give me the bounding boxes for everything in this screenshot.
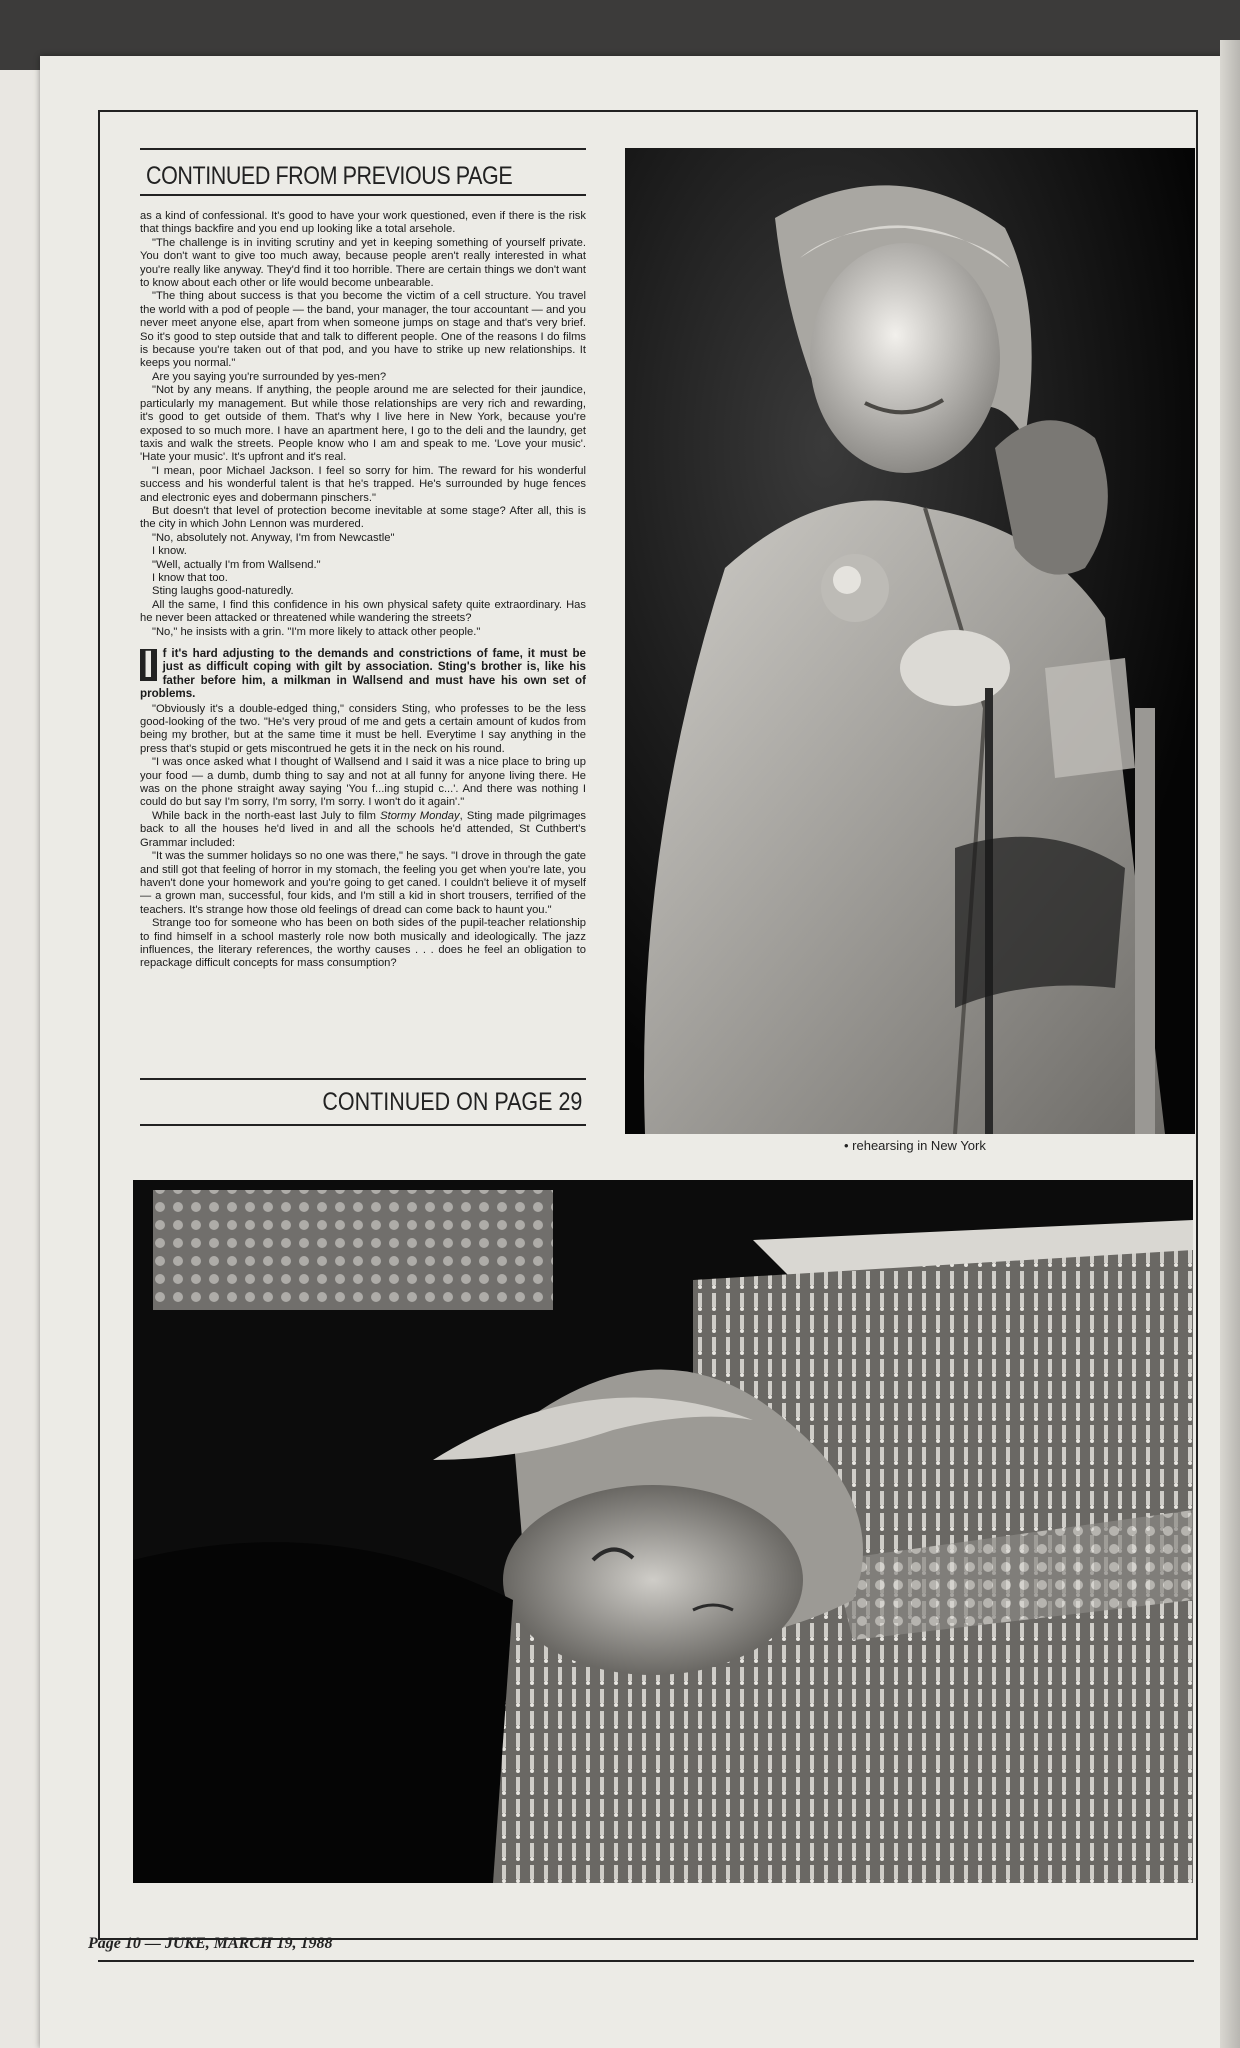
paragraph: Strange too for someone who has been on both sides of the pupil-teacher relationship to find himself in a school masterly role now both musically and ideologically. The jazz influences, the literary references, the worthy causes . . . does he feel an obligation to repackage difficult concepts for mass consumption? (140, 917, 586, 970)
paragraph: But doesn't that level of protection become inevitable at some stage? After all, this is the city in which John Lennon was murdered. (140, 504, 586, 531)
paragraph: "I mean, poor Michael Jackson. I feel so sorry for him. The reward for his wonderful success and his wonderful talent is that he's trapped. He's surrounded by huge fences and electronic eyes and dobermann pinschers." (140, 464, 586, 504)
continued-on-heading: CONTINUED ON PAGE 29 (321, 1088, 582, 1116)
film-title: Stormy Monday (380, 809, 460, 822)
photo-sting-rehearsing-illustration (625, 148, 1195, 1134)
photo-caption: • rehearsing in New York (844, 1138, 986, 1153)
paragraph: "Not by any means. If anything, the people around me are selected for their jaundice, particularly my management. But while those relationships are very rich and rewarding, it's good to get outside of them. That's why I live here in New York, because you're exposed to so much more. I have an apartment here, I go to the deli and the laundry, get taxis and walk the streets. People know who I am and speak to me. 'Love your music'. 'Hate your music'. It's upfront and it's real. (140, 384, 586, 464)
article-column (140, 148, 586, 1128)
paragraph: "It was the summer holidays so no one was there," he says. "I drove in through the gate and still got that feeling of horror in my stomach, the feeling you get when you're late, you haven't done your homework and you're going to get caned. I couldn't believe it of myself — a grown man, successful, four kids, and I'm still a kid in short trousers, terrified of the teachers. It's strange how those old feelings of dread can come back to haunt you." (140, 850, 586, 916)
top-rule (140, 148, 586, 150)
heading-rule (140, 194, 586, 196)
footer-rule-top (140, 1078, 586, 1080)
paragraph: I know. (152, 545, 187, 558)
text-run: , Sting made pilgrimages back to all the houses he'd lived in and all the schools he'd attended, St Cuthbert's Grammar included: (140, 809, 587, 849)
paragraph: "Obviously it's a double-edged thing," considers Sting, who professes to be the less good-looking of the two. "He's very proud of me and gets a certain amount of kudos from being my brother, but at the same time it must be hell. Everytime I say anything in the press that's stupid or gets miscontrued he gets it in the neck on his round. (140, 702, 586, 755)
paragraph: All the same, I find this confidence in his own physical safety quite extraordinary. Has he never been attacked or threatened while wandering the streets? (140, 598, 586, 625)
footer-rule-bottom (140, 1124, 586, 1126)
paragraph: "The challenge is in inviting scrutiny and yet in keeping something of yourself private. You don't want to give too much away, because people aren't really interested in what you're really like anyway. They'd find it too horrible. There are certain things we don't want to know about each other or life would become unbearable. (140, 236, 586, 290)
page-edge (1220, 40, 1240, 2048)
paragraph: "No, absolutely not. Anyway, I'm from Newcastle" (152, 531, 395, 544)
drop-cap: I (140, 649, 157, 681)
paragraph: "The thing about success is that you become the victim of a cell structure. You travel the world with a pod of people — the band, your manager, the tour accountant — and you never meet anyone else, apart from when someone jumps on stage and that's very brief. So it's good to step outside that and talk to different people. One of the reasons I do films is because you're taken out of that pod, and you have to strike up new relationships. It keeps you normal." (140, 290, 586, 370)
paragraph: "I was once asked what I thought of Wallsend and I said it was a nice place to bring up your food — a dumb, dumb thing to say and not at all funny for anyone living there. He was on the phone straight away saying 'You f...ing stupid c...'. And there was nothing I could do but say I'm sorry, I'm sorry, I'm sorry. I won't do it again'." (140, 756, 586, 809)
continued-from-heading: CONTINUED FROM PREVIOUS PAGE (146, 162, 513, 190)
photo-sting-mixing-desk (133, 1180, 1193, 1883)
lead-paragraph (140, 644, 586, 701)
photo-sting-rehearsing (625, 148, 1195, 1134)
article-body (140, 210, 586, 971)
bottom-rule (98, 1960, 1194, 1962)
paragraph: I know that too. (152, 571, 228, 584)
background-left (0, 70, 44, 2048)
page-footer: Page 10 — JUKE, MARCH 19, 1988 (88, 1935, 333, 1952)
paragraph: as a kind of confessional. It's good to have your work questioned, even if there is the risk that things backfire and you end up looking like a total arsehole. (140, 210, 586, 236)
lead-text: f it's hard adjusting to the demands and constrictions of fame, it must be just as difficult coping with gilt by association. Sting's brother is, like his father before him, a milkman in Wallsend and must have his own set of problems. (140, 647, 586, 701)
paragraph-stormy-monday (140, 810, 586, 850)
paragraph: "No," he insists with a grin. "I'm more likely to attack other people." (152, 625, 481, 638)
paragraph: Are you saying you're surrounded by yes-men? (152, 370, 387, 383)
text-run: While back in the north-east last July to film (152, 809, 381, 822)
paragraph: "Well, actually I'm from Wallsend." (152, 558, 321, 571)
photo-sting-mixing-desk-illustration (133, 1180, 1193, 1883)
paragraph: Sting laughs good-naturedly. (152, 585, 294, 598)
